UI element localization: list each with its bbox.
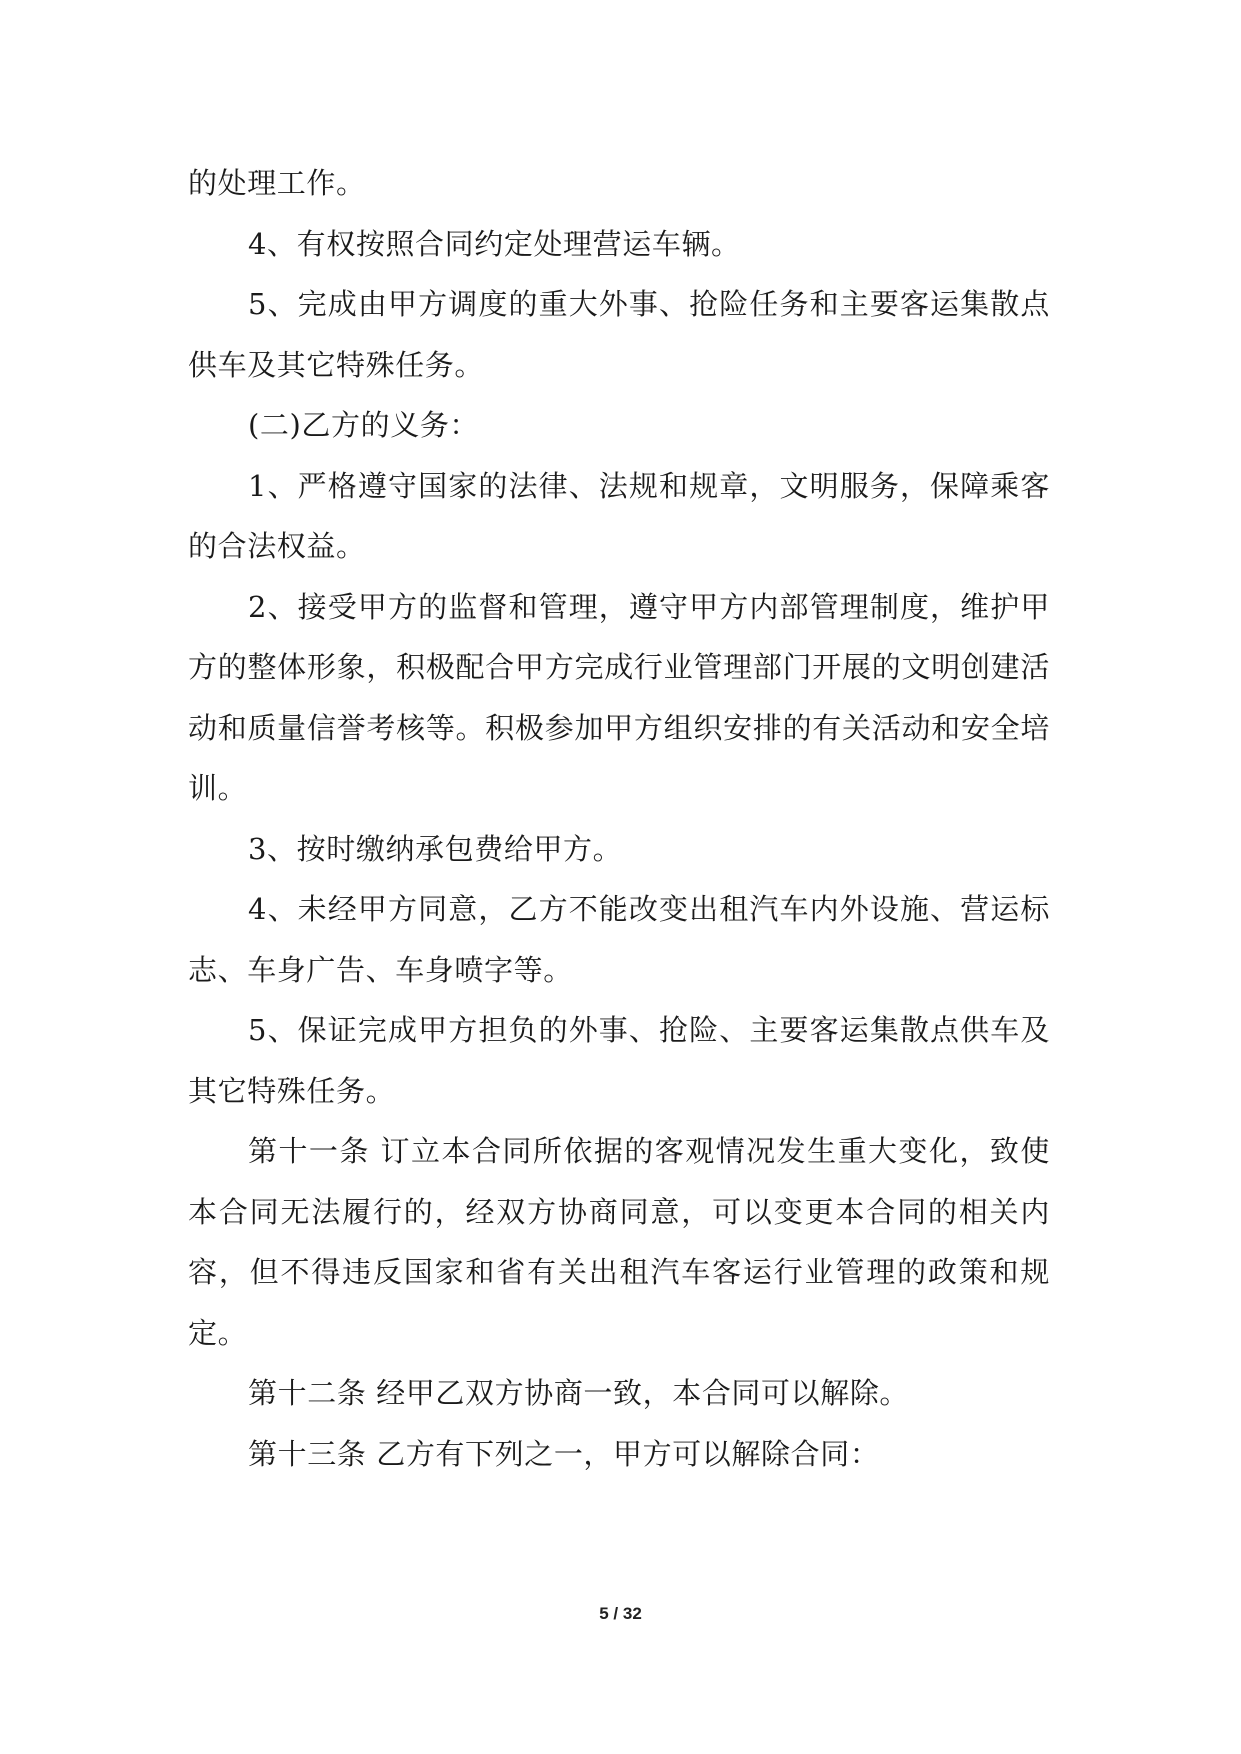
page-number: 5 <box>599 1604 609 1623</box>
paragraph-1: 的处理工作。 <box>188 166 366 200</box>
paragraph-7: 3、按时缴纳承包费给甲方。 <box>248 831 623 866</box>
paragraph-9: 5、保证完成甲方担负的外事、抢险、主要客运集散点供车及其它特殊任务。 <box>188 1013 1050 1108</box>
paragraph-5: 1、严格遵守国家的法律、法规和规章，文明服务，保障乘客的合法权益。 <box>188 468 1050 563</box>
document-body <box>188 153 1050 1484</box>
paragraph-8: 4、未经甲方同意，乙方不能改变出租汽车内外设施、营运标志、车身广告、车身喷字等。 <box>188 892 1050 987</box>
paragraph-4: (二)乙方的义务： <box>248 408 480 442</box>
page-separator: / <box>613 1604 619 1623</box>
paragraph-11: 第十二条 经甲乙双方协商一致，本合同可以解除。 <box>248 1376 910 1410</box>
paragraph-2: 4、有权按照合同约定处理营运车辆。 <box>248 226 741 261</box>
total-pages: 32 <box>622 1604 642 1623</box>
paragraph-10: 第十一条 订立本合同所依据的客观情况发生重大变化，致使本合同无法履行的，经双方协商同意，可以变更本合同的相关内容，但不得违反国家和省有关出租汽车客运行业管理的政策和规定。 <box>188 1134 1050 1350</box>
paragraph-12: 第十三条 乙方有下列之一，甲方可以解除合同： <box>248 1436 880 1471</box>
page-footer <box>0 1604 1241 1624</box>
paragraph-3: 5、完成由甲方调度的重大外事、抢险任务和主要客运集散点供车及其它特殊任务。 <box>188 287 1050 382</box>
paragraph-6: 2、接受甲方的监督和管理，遵守甲方内部管理制度，维护甲方的整体形象，积极配合甲方完成行业管理部门开展的文明创建活动和质量信誉考核等。积极参加甲方组织安排的有关活动和安全培训。 <box>188 589 1050 805</box>
